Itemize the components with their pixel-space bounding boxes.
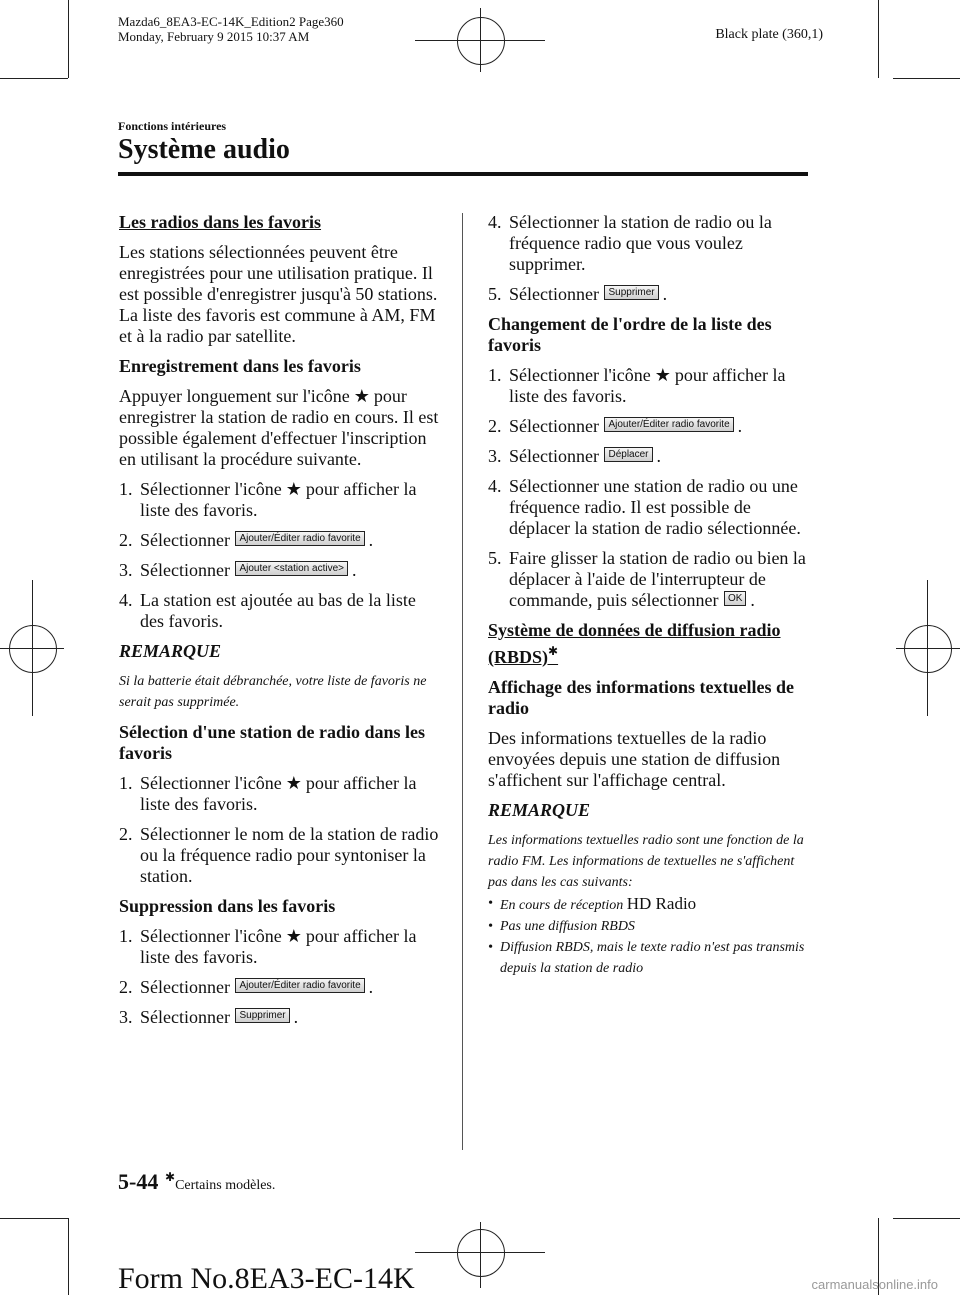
heading-rbds-text: Système de données de diffusion radio (RBDS): [488, 620, 781, 667]
step-text: Sélectionner une station de radio ou une fréquence radio. Il est possible de déplacer la station de radio sélectionnée.: [509, 476, 801, 538]
add-edit-favorite-button: Ajouter/Éditer radio favorite: [235, 978, 364, 993]
step-text: Sélectionner l'icône: [140, 773, 282, 793]
list-item: [119, 479, 443, 521]
step-text: Faire glisser la station de radio ou bien la déplacer à l'aide de l'interrupteur de commande, puis sélectionner: [509, 548, 806, 610]
watermark: carmanualsonline.info: [811, 1277, 938, 1292]
list-item: [488, 937, 810, 979]
step-text: Sélectionner: [140, 560, 230, 580]
note-title: REMARQUE: [119, 641, 222, 661]
list-item: [488, 365, 810, 407]
move-button: Déplacer: [604, 447, 652, 462]
register-paragraph: [119, 386, 443, 470]
heading-select: Sélection d'une station de radio dans les favoris: [119, 722, 426, 763]
page-title: Système audio: [118, 134, 290, 165]
print-line-1: Mazda6_8EA3-EC-14K_Edition2 Page360: [118, 14, 344, 29]
list-item: [488, 284, 810, 305]
step-text: .: [750, 590, 755, 610]
step-number: 1.: [119, 773, 133, 793]
heading-delete: Suppression dans les favoris: [119, 896, 336, 916]
list-item: [488, 476, 810, 539]
step-text: .: [368, 530, 374, 550]
bullet-text: En cours de réception: [500, 898, 624, 913]
bullet-text: Diffusion RBDS, mais le texte radio n'est pas transmis depuis la station de radio: [500, 940, 805, 976]
step-number: 2.: [119, 977, 133, 997]
footnote-text: Certains modèles.: [175, 1178, 276, 1193]
add-edit-favorite-button: Ajouter/Éditer radio favorite: [604, 417, 733, 432]
list-item: [119, 530, 443, 551]
step-text: .: [737, 416, 743, 436]
step-number: 5.: [488, 284, 502, 304]
form-number: Form No.8EA3-EC-14K: [118, 1262, 415, 1295]
star-icon: ★: [654, 365, 671, 386]
footnote: [165, 1170, 275, 1194]
list-item: [119, 824, 443, 887]
step-text: Sélectionner l'icône: [140, 479, 282, 499]
bullet-text: Pas une diffusion RBDS: [500, 919, 635, 934]
step-text: Sélectionner: [140, 1007, 230, 1027]
step-text: Sélectionner l'icône: [509, 365, 651, 385]
bullet-icon: •: [488, 940, 493, 955]
step-text: Sélectionner la station de radio ou la fréquence radio que vous voulez supprimer.: [509, 212, 772, 274]
step-number: 2.: [119, 824, 133, 844]
delete-button: Supprimer: [235, 1008, 289, 1023]
note-title: REMARQUE: [488, 800, 591, 820]
page-number: 5-44: [118, 1169, 159, 1194]
star-icon: ★: [353, 386, 370, 407]
note-text: Les informations textuelles radio sont une fonction de la radio FM. Les informations de textuelles ne s'affichent pas dans les cas suivants:: [488, 833, 804, 890]
add-active-station-button: Ajouter <station active>: [235, 561, 348, 576]
step-text: Sélectionner: [509, 284, 599, 304]
step-text: Sélectionner: [140, 977, 230, 997]
list-item: [119, 977, 443, 998]
bullet-icon: •: [488, 896, 493, 911]
step-text: pour afficher la liste des favoris.: [140, 773, 417, 814]
list-item: [119, 560, 443, 581]
column-divider: [462, 213, 463, 1150]
list-item: [119, 590, 443, 632]
step-number: 1.: [119, 926, 133, 946]
step-number: 5.: [488, 548, 502, 568]
text-info-paragraph: Des informations textuelles de la radio envoyées depuis une station de diffusion s'affichent sur l'affichage central.: [488, 728, 781, 790]
step-number: 4.: [488, 476, 502, 496]
register-text-a: Appuyer longuement sur l'icône: [119, 386, 350, 406]
step-text: .: [662, 284, 668, 304]
right-column: [488, 212, 810, 979]
step-text: .: [656, 446, 661, 466]
heading-rbds: [488, 620, 810, 668]
step-number: 3.: [488, 446, 502, 466]
print-line-2: Monday, February 9 2015 10:37 AM: [118, 29, 310, 44]
heading-text-info: Affichage des informations textuelles de radio: [488, 677, 794, 718]
step-text: pour afficher la liste des favoris.: [140, 926, 417, 967]
intro-paragraph: Les stations sélectionnées peuvent être enregistrées pour une utilisation pratique. Il est possible d'enregistrer jusqu'à 50 stations. La liste des favoris est commune à AM, FM et à la radio par satellite.: [119, 242, 438, 346]
delete-button: Supprimer: [604, 285, 658, 300]
list-item: [488, 893, 810, 916]
heading-reorder: Changement de l'ordre de la liste des favoris: [488, 314, 772, 355]
step-text: .: [368, 977, 374, 997]
register-text-b: pour enregistrer la station de radio en cours. Il est possible également d'effectuer l'inscription en utilisant la procédure suivante.: [119, 386, 439, 469]
star-icon: ★: [285, 479, 302, 500]
ok-button: OK: [724, 591, 746, 606]
step-text: pour afficher la liste des favoris.: [140, 479, 417, 520]
list-item: [119, 773, 443, 815]
heading-register: Enregistrement dans les favoris: [119, 356, 361, 376]
heading-favorites: Les radios dans les favoris: [119, 212, 322, 232]
step-number: 1.: [488, 365, 502, 385]
step-number: 4.: [488, 212, 502, 232]
bullet-icon: •: [488, 919, 493, 934]
list-item: [488, 916, 810, 937]
step-text: pour afficher la liste des favoris.: [509, 365, 786, 406]
step-number: 2.: [488, 416, 502, 436]
print-metadata: [118, 14, 344, 44]
step-text: Sélectionner le nom de la station de radio ou la fréquence radio pour syntoniser la station.: [140, 824, 439, 886]
title-rule: [118, 172, 808, 176]
add-edit-favorite-button: Ajouter/Éditer radio favorite: [235, 531, 364, 546]
list-item: [488, 212, 810, 275]
asterisk-icon: ✱: [165, 1170, 176, 1184]
step-text: Sélectionner: [509, 446, 599, 466]
step-number: 2.: [119, 530, 133, 550]
list-item: [488, 548, 810, 611]
step-text: Sélectionner: [509, 416, 599, 436]
star-icon: ★: [285, 773, 302, 794]
star-icon: ★: [285, 926, 302, 947]
step-number: 3.: [119, 560, 133, 580]
section-category: Fonctions intérieures: [118, 119, 227, 133]
left-column: [119, 212, 443, 1037]
list-item: [488, 446, 810, 467]
step-number: 1.: [119, 479, 133, 499]
list-item: [119, 926, 443, 968]
step-number: 3.: [119, 1007, 133, 1027]
step-text: .: [293, 1007, 299, 1027]
step-text: La station est ajoutée au bas de la liste des favoris.: [140, 590, 416, 631]
list-item: [488, 416, 810, 437]
note-text: Si la batterie était débranchée, votre liste de favoris ne serait pas supprimée.: [119, 674, 427, 710]
plate-label: Black plate (360,1): [715, 27, 823, 42]
step-text: Sélectionner: [140, 530, 230, 550]
hd-radio-label: HD Radio: [626, 894, 697, 913]
list-item: [119, 1007, 443, 1028]
step-number: 4.: [119, 590, 133, 610]
step-text: .: [351, 560, 357, 580]
asterisk-icon: ✱: [548, 644, 559, 658]
step-text: Sélectionner l'icône: [140, 926, 282, 946]
